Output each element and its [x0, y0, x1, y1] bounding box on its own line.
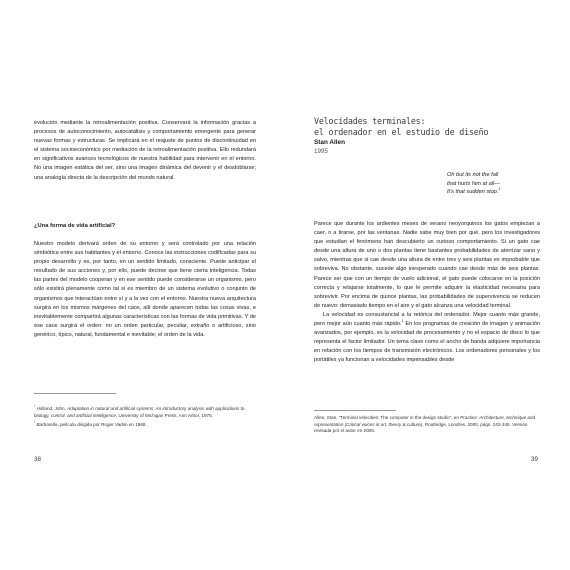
epigraph-line-3: It's that sudden stop.$^1$: [447, 187, 501, 196]
author-name: Stan Allen: [314, 139, 346, 146]
right-footnote: Allen, Stan, "Terminal velocities: The computer in the design studio", en Practice: Architecture, technique and representation (Critical voices in art, theory & culture), Routledge, Londres, 2000, págs. 242-245. Versión revisada por el autor en 2008.: [314, 415, 536, 434]
left-footnotes: [34, 406, 256, 431]
left-text-column: [34, 119, 256, 183]
epigraph: [447, 171, 547, 197]
left-page-number: 38: [34, 456, 41, 463]
epigraph-line-1: Oh but its not the fall: [447, 172, 499, 178]
left-paragraph-2: Nuestro modelo derivará orden de su entorno y será controlado por una relación simbiótica entre sus habitantes y el entorno. Conoce las instrucciones codificadas para su propio desarrollo y es, por tanto, en un sentido limitado, consciente. Puede anticipar el resultado de sus acciones y, por ello, puede decirse que tiene cierta inteligencia. Todas las partes del modelo cooperan y en ese sentido puede considerarse un organismo, pero sólo existirá plenamente como tal si es miembro de un sistema evolutivo o conjunto de organismos que interactúan entre sí y a la vez con el entorno. Nuestra nueva arquitectura surgirá en los mismos márgenes del caos, allí donde aparecen todas las cosas vivas, e inevitablemente compartirá algunas características con las formas de vida primitivas. Y de ese caos surgirá el orden: no un orden particular, peculiar, extraño o artificioso, sino genérico, típico, natural, fundamental e inevitable; el orden de la vida.: [34, 241, 256, 338]
section-heading: ¿Una forma de vida artificial?: [34, 223, 116, 229]
footnote-1: $^{^1}$ Holland, John, Adaptation in natural and artificial systems: An introductory analysis with applications to biology, control, and artificial intelligence, University of Michigan Press, Ann Arbor, 1975.: [34, 404, 245, 418]
right-footnotes: [314, 415, 540, 437]
right-paragraph-1: Parece que durante los ardientes meses de verano neoyorquinos los gatos empiezan a caer, o a tirarse, por las ventanas. Nadie sabe muy bien por qué, pero los investigadores que estudian el fenómeno han descubierto un curioso comportamiento. Si un gato cae desde una altura de uno o dos plantas tiene bastantes probabilidades de aterrizar sano y salvo, mientras que si cae desde una altura de entre tres y seis plantas es improbable que sobreviva. No obstante, sucede algo inesperado cuando cae desde más de seis plantas. Parece ser que con un tiempo de vuelo adicional, el gato puede colocarse en la posición correcta y relajarse totalmente, lo que le permite adquirir la elasticidad necesaria para sobrevivir. Por encima de quince plantas, las probabilidades de supervivencia se reducen de nuevo: demasiado tiempo en el aire y el gato alcanza una velocidad terminal.: [314, 221, 540, 309]
chapter-title-line-2: el ordenador en el estudio de diseño: [314, 126, 489, 137]
right-page: [285, 0, 570, 570]
chapter-title-line-1: Velocidades terminales:: [314, 116, 426, 126]
right-footnote-rule: [314, 410, 396, 411]
right-text-column: [314, 220, 540, 366]
left-paragraph-1: evolución mediante la retroalimentación positiva. Conservará la información gracias a procesos de autoconocimiento, autocatálisis y comportamiento emergente para generar nuevas formas y estructuras. Se implicará en el reajuste de puntos de discontinuidad en el sistema socioeconómico por mediación de la retroalimentación positiva. Ello redundará en significativos avances tecnológicos de nuestra habilidad para intervenir en el entorno. No una imagen estática del ser, sino una imagen dinámica del devenir y el desdoblarse; una analogía directa de la descripción del mundo natural.: [34, 120, 256, 181]
left-heading-block: [34, 222, 256, 231]
left-text-column-2: [34, 240, 256, 340]
publication-year: 1995: [314, 148, 328, 155]
epigraph-line-2: that hurts him at all—: [447, 180, 500, 187]
footnote-2: $^{^2}$ Barbarella, película dirigida por Roger Vadim en 1968.: [34, 420, 147, 427]
chapter-header: [314, 116, 540, 156]
right-paragraph-2: La velocidad es consustancial a la retórica del ordenador. Mejor cuanto más grande, pero mejor aún cuanto más rápido.$^1$ En los programas de creación de imagen y animación avanzados, por ejemplo, es la velocidad de procesamiento y no el espacio de disco lo que representa el factor limitador. Un tema clave como el ancho de banda adquiere importancia en relación con los tiempos de transmisión electrónicos. Los ordenadores personales y los portátiles ya funcionan a velocidades impensables desde: [314, 311, 540, 364]
left-footnote-rule: [34, 393, 116, 394]
right-page-number: 39: [531, 456, 538, 463]
